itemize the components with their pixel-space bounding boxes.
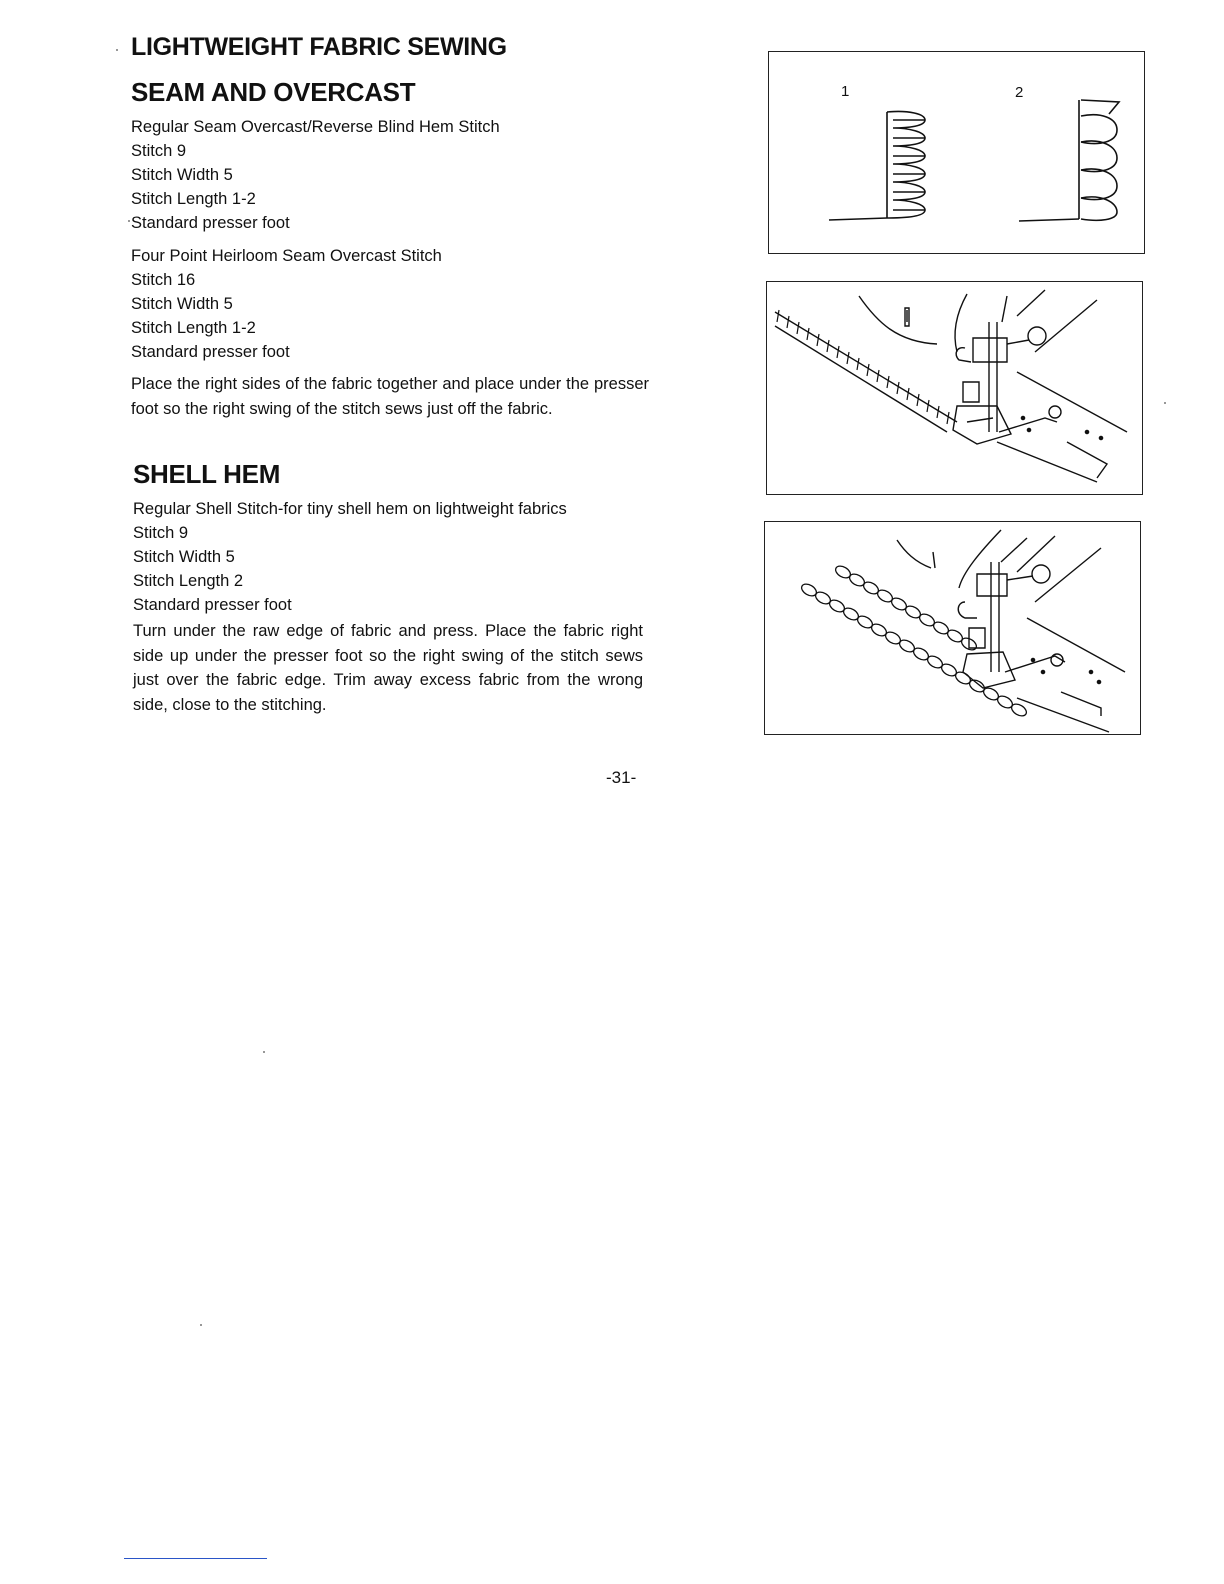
shell-hem-instructions: Turn under the raw edge of fabric and press. Place the fabric right side up under the presser foot so the right swing of the stitch sews just over the fabric edge. Trim away excess fabric from the wrong side, close to the stitching. — [133, 622, 643, 714]
block-line: Regular Shell Stitch-for tiny shell hem on lightweight fabrics — [133, 500, 567, 518]
block-line: Stitch 9 — [133, 524, 189, 542]
page-title: LIGHTWEIGHT FABRIC SEWING — [131, 33, 507, 61]
overcast-stitch-pattern — [829, 111, 925, 220]
block-line: Stitch Length 1-2 — [131, 319, 256, 337]
shell-stitch-pattern — [1019, 100, 1119, 221]
block-line: Standard presser foot — [133, 596, 292, 614]
stitch-patterns-figure — [768, 51, 1145, 254]
section-heading-seam-overcast: SEAM AND OVERCAST — [131, 77, 416, 107]
seam-overcast-illustration — [766, 281, 1143, 495]
seam-overcast-instructions: Place the right sides of the fabric together and place under the presser foot so the right swing of the stitch sews just off the fabric. — [131, 375, 649, 418]
block-line: Stitch Length 1-2 — [131, 190, 256, 208]
block-line: Regular Seam Overcast/Reverse Blind Hem Stitch — [131, 118, 500, 136]
block-line: Stitch Width 5 — [133, 548, 235, 566]
section-heading-shell-hem: SHELL HEM — [133, 459, 281, 489]
block-line: Stitch Width 5 — [131, 166, 233, 184]
shell-hem-drawing — [800, 530, 1125, 732]
stitch-label-1: 1 — [841, 83, 850, 100]
block-line: Four Point Heirloom Seam Overcast Stitch — [131, 247, 442, 265]
block-line: Stitch 16 — [131, 271, 196, 289]
shell-hem-illustration — [764, 521, 1141, 735]
footer-rule — [124, 1558, 267, 1559]
block-line: Standard presser foot — [131, 214, 290, 232]
block-line: Stitch Length 2 — [133, 572, 244, 590]
block-line: Stitch 9 — [131, 142, 187, 160]
page-number: -31- — [606, 768, 637, 787]
shell-hem-block — [133, 497, 567, 617]
seam-overcast-block2 — [131, 244, 442, 364]
block-line: Stitch Width 5 — [131, 295, 233, 313]
block-line: Standard presser foot — [131, 343, 290, 361]
stitch-label-2: 2 — [1015, 84, 1024, 101]
seam-overcast-block1 — [131, 115, 500, 235]
presser-foot-drawing — [775, 290, 1127, 482]
